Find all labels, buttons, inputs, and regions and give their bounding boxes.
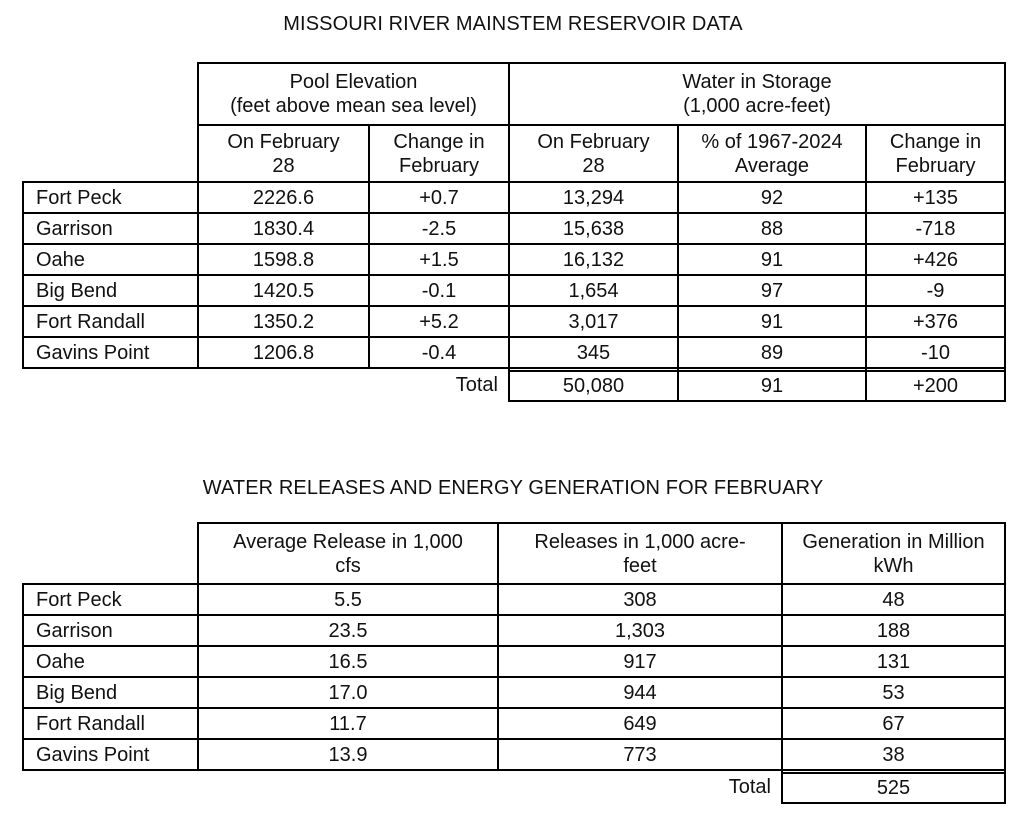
table-cell: 1420.5 xyxy=(252,279,315,302)
table-cell: 89 xyxy=(760,341,784,364)
table-cell: 1830.4 xyxy=(252,217,315,240)
storage-table-right-rule xyxy=(1004,62,1006,402)
table-cell: 97 xyxy=(760,279,784,302)
column-header: Change in February xyxy=(393,130,485,177)
table-cell: 345 xyxy=(576,341,611,364)
storage-table-total-bottom-rule xyxy=(508,400,1006,402)
table-cell: 17.0 xyxy=(328,681,368,704)
table-cell: 15,638 xyxy=(562,217,625,240)
reservoir-name: Oahe xyxy=(36,650,85,673)
total-value: 525 xyxy=(876,777,911,799)
reservoir-name: Gavins Point xyxy=(36,743,150,766)
table-cell: +5.2 xyxy=(419,310,459,333)
table-cell: 91 xyxy=(760,248,784,271)
column-header: Releases in 1,000 acre- feet xyxy=(534,530,746,577)
table-cell: 16.5 xyxy=(328,650,368,673)
table-cell: 11.7 xyxy=(329,712,367,735)
reservoir-name: Fort Randall xyxy=(36,712,145,735)
table-cell: 1598.8 xyxy=(252,248,315,271)
release-table-right-rule xyxy=(1004,522,1006,804)
table-cell: 88 xyxy=(760,217,784,240)
table-cell: +135 xyxy=(912,186,959,209)
column-header: % of 1967-2024 Average xyxy=(701,130,843,177)
reservoir-name: Fort Peck xyxy=(36,186,122,209)
table-cell: -9 xyxy=(926,279,945,302)
table-cell: 3,017 xyxy=(568,310,619,333)
reservoir-name: Fort Peck xyxy=(36,588,122,611)
table-cell: +376 xyxy=(912,310,959,333)
reservoir-name: Oahe xyxy=(36,248,85,271)
water-in-storage-header: Water in Storage (1,000 acre-feet) xyxy=(682,71,832,117)
table-cell: 917 xyxy=(623,650,657,673)
table-cell: 1206.8 xyxy=(252,341,315,364)
table-cell: 92 xyxy=(760,186,784,209)
table-cell: 38 xyxy=(882,743,905,766)
table-cell: 2226.6 xyxy=(252,186,315,209)
total-value: 50,080 xyxy=(562,375,625,397)
column-header: On February 28 xyxy=(537,130,650,177)
column-header: Generation in Million kWh xyxy=(802,530,985,577)
reservoir-name: Gavins Point xyxy=(36,341,150,364)
reservoir-name: Big Bend xyxy=(36,279,118,302)
table-cell: -2.5 xyxy=(421,217,457,240)
table-cell: +1.5 xyxy=(419,248,459,271)
table-cell: 91 xyxy=(760,310,784,333)
table-cell: +426 xyxy=(912,248,959,271)
table-cell: +0.7 xyxy=(419,186,459,209)
storage-table-title: MISSOURI RIVER MAINSTEM RESERVOIR DATA xyxy=(283,13,743,35)
table-cell: 131 xyxy=(876,650,911,673)
reservoir-name: Big Bend xyxy=(36,681,118,704)
table-cell: 944 xyxy=(623,681,657,704)
table-cell: 13,294 xyxy=(562,186,625,209)
table-cell: 1,303 xyxy=(614,619,666,642)
total-label: Total xyxy=(455,374,498,396)
column-header: On February 28 xyxy=(227,130,340,177)
release-table-title: WATER RELEASES AND ENERGY GENERATION FOR FEBRUARY xyxy=(202,477,824,499)
pool-elevation-header: Pool Elevation (feet above mean sea level) xyxy=(230,71,477,117)
reservoir-name: Garrison xyxy=(36,619,113,642)
total-label: Total xyxy=(728,776,771,798)
release-table-row-rule xyxy=(22,769,1006,771)
release-table-total-bottom-rule xyxy=(781,802,1006,804)
column-header: Change in February xyxy=(889,130,982,177)
reservoir-name: Garrison xyxy=(36,217,113,240)
table-cell: 53 xyxy=(882,681,905,704)
table-cell: 13.9 xyxy=(328,743,368,766)
table-cell: -0.4 xyxy=(421,341,457,364)
column-header: Average Release in 1,000 cfs xyxy=(233,530,463,577)
table-cell: 773 xyxy=(623,743,657,766)
table-cell: 1,654 xyxy=(568,279,619,302)
table-cell: 48 xyxy=(882,588,905,611)
total-value: +200 xyxy=(912,375,959,397)
table-cell: -718 xyxy=(915,217,956,240)
table-cell: 308 xyxy=(623,588,657,611)
table-cell: 649 xyxy=(623,712,657,735)
table-cell: 188 xyxy=(876,619,911,642)
table-cell: -10 xyxy=(921,341,950,364)
table-cell: 16,132 xyxy=(562,248,625,271)
total-value: 91 xyxy=(760,375,784,397)
storage-table-row-rule xyxy=(22,367,1006,369)
table-cell: -0.1 xyxy=(421,279,457,302)
table-cell: 5.5 xyxy=(334,588,362,611)
table-cell: 23.5 xyxy=(328,619,368,642)
table-cell: 1350.2 xyxy=(252,310,315,333)
table-cell: 67 xyxy=(882,712,905,735)
reservoir-name: Fort Randall xyxy=(36,310,145,333)
